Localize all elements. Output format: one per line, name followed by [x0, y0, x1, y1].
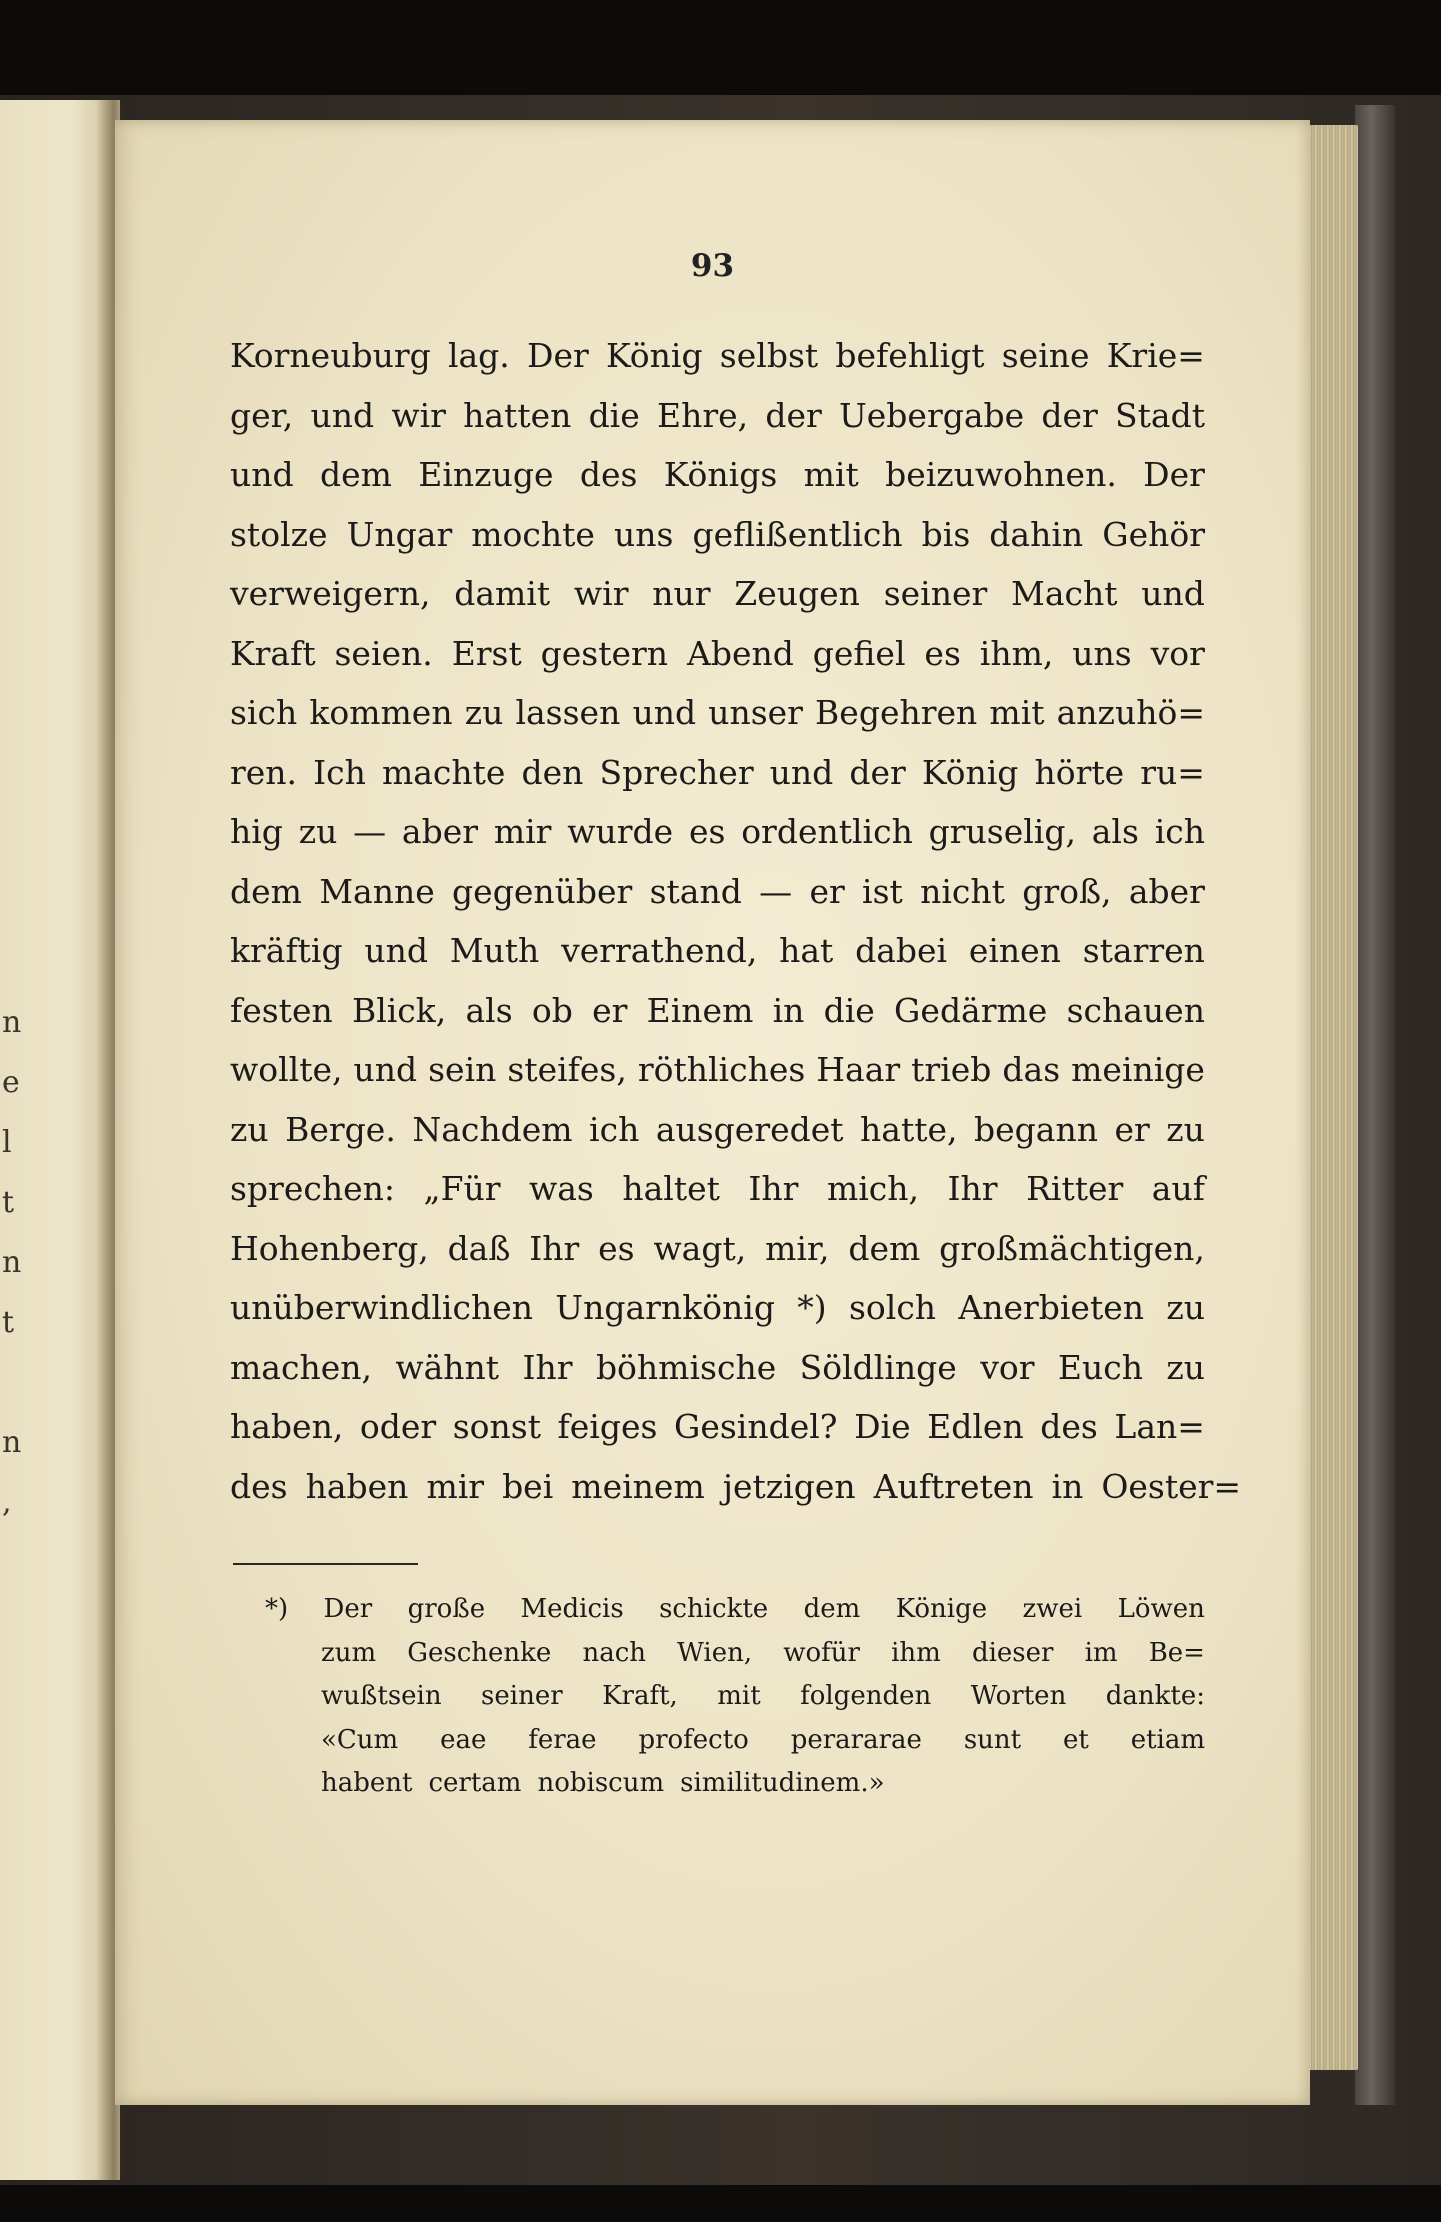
text-line: [230, 921, 1205, 981]
word: —: [759, 871, 793, 911]
word: Euch: [1057, 1347, 1143, 1387]
word: und: [769, 752, 834, 792]
word: die: [823, 990, 875, 1030]
word: ich: [589, 1109, 640, 1149]
word: eae: [440, 1724, 487, 1755]
word: als: [465, 990, 513, 1030]
word: die: [588, 395, 640, 435]
word: mit: [717, 1681, 761, 1711]
word: jetzigen: [722, 1466, 856, 1506]
word: zu: [1166, 1109, 1205, 1149]
text-line: [230, 1457, 1242, 1517]
word: zu: [1166, 1288, 1205, 1327]
word: uns: [1072, 633, 1132, 673]
word: nur: [652, 574, 711, 613]
facing-page-fragment: n: [2, 1005, 22, 1040]
word: Gedärme: [894, 990, 1048, 1030]
word: es: [598, 1228, 635, 1268]
word: wir: [573, 574, 629, 613]
word: Blick,: [351, 990, 447, 1030]
word: verweigern,: [230, 574, 431, 613]
word: Macht: [1011, 574, 1118, 613]
word: hatte,: [860, 1109, 958, 1149]
word: wähnt: [395, 1347, 500, 1387]
word: Nachdem: [412, 1109, 573, 1149]
text-line: [230, 802, 1205, 862]
word: mich,: [826, 1169, 920, 1208]
word: seien.: [334, 633, 433, 673]
word: Edlen: [927, 1407, 1024, 1446]
word: lag.: [447, 336, 510, 375]
word: Der: [527, 336, 589, 375]
text-line: [230, 1397, 1205, 1457]
text-line: [230, 1338, 1205, 1398]
word: seine: [1001, 336, 1090, 375]
word: das: [1002, 1050, 1061, 1089]
word: vor: [980, 1347, 1035, 1387]
word: und: [364, 931, 428, 970]
word: wurde: [567, 812, 674, 851]
word: großmächtigen,: [939, 1228, 1205, 1268]
word: unüberwindlichen: [230, 1288, 533, 1327]
word: ger,: [230, 395, 294, 435]
word: zu: [298, 812, 338, 851]
footnote-line: [265, 1762, 1205, 1806]
word: zu: [230, 1109, 269, 1149]
word: „Für: [423, 1169, 501, 1208]
footnote-line: [265, 1632, 1205, 1676]
word: Königs: [663, 455, 778, 494]
word: sonst: [452, 1407, 541, 1446]
word: des: [579, 455, 638, 494]
word: nach: [582, 1637, 647, 1668]
word: Manne: [319, 871, 435, 911]
word: Be=: [1148, 1637, 1205, 1668]
word: machte: [381, 752, 506, 792]
word: haltet: [622, 1169, 720, 1208]
footnote: [265, 1588, 1205, 1806]
word: folgenden: [800, 1681, 932, 1711]
word: wollte,: [230, 1050, 343, 1089]
word: geflißentlich: [692, 514, 903, 554]
text-line: [230, 981, 1205, 1041]
word: gegenüber: [452, 871, 633, 911]
word: aber: [1128, 871, 1205, 911]
body-text: [230, 326, 1242, 1516]
word: Uebergabe: [838, 395, 1025, 435]
word: und: [632, 693, 697, 732]
footnote-line: [265, 1588, 1205, 1632]
word: oder: [359, 1407, 437, 1446]
word: mir: [426, 1466, 485, 1506]
word: Der: [1143, 455, 1205, 494]
word: in: [1051, 1466, 1084, 1506]
word: verrathend,: [561, 931, 758, 970]
word: als: [1091, 812, 1139, 851]
word: Die: [854, 1407, 911, 1446]
word: Lan=: [1114, 1407, 1205, 1446]
word: daß: [447, 1228, 511, 1268]
facing-page-fragment: e: [2, 1065, 20, 1100]
word: ihm,: [979, 633, 1054, 673]
word: Zeugen: [734, 574, 860, 613]
word: Einem: [646, 990, 754, 1030]
word: es: [688, 812, 726, 851]
word: und: [230, 455, 294, 494]
word: ihm: [891, 1637, 941, 1668]
word: seiner: [883, 574, 988, 613]
word: ist: [862, 871, 903, 911]
word: Krie=: [1106, 336, 1205, 375]
word: Einzuge: [418, 455, 554, 494]
word: steifes,: [507, 1050, 627, 1089]
word: feiges: [557, 1407, 658, 1446]
word: Geschenke: [407, 1637, 552, 1668]
word: profecto: [638, 1724, 749, 1755]
word: auf: [1151, 1169, 1205, 1208]
word: Anerbieten: [958, 1288, 1145, 1327]
page-number: 93: [690, 248, 735, 284]
word: Ihr: [947, 1169, 998, 1208]
word: perararae: [790, 1724, 922, 1755]
word: Gesindel?: [673, 1407, 838, 1446]
word: und: [310, 395, 375, 435]
word: bei: [502, 1466, 554, 1506]
word: haben: [305, 1466, 409, 1506]
text-line: [230, 862, 1205, 922]
word: seiner: [481, 1681, 563, 1711]
text-line: [230, 326, 1205, 386]
word: große: [407, 1594, 486, 1624]
word: Stadt: [1115, 395, 1205, 435]
word: habent: [321, 1768, 413, 1798]
word: damit: [454, 574, 551, 613]
word: hatten: [463, 395, 572, 435]
word: Wien,: [677, 1637, 753, 1668]
facing-page-fragment: l: [2, 1125, 12, 1160]
word: kommen: [309, 693, 453, 732]
text-line: [230, 1040, 1205, 1100]
word: wofür: [783, 1637, 860, 1668]
word: stand: [649, 871, 742, 911]
word: Muth: [449, 931, 540, 970]
word: dankte:: [1105, 1681, 1205, 1711]
text-line: [230, 683, 1205, 743]
word: beizuwohnen.: [885, 455, 1117, 494]
word: «Cum: [321, 1724, 399, 1755]
word: Ritter: [1026, 1169, 1124, 1208]
word: im: [1084, 1637, 1118, 1668]
word: haben,: [230, 1407, 344, 1446]
word: hat: [779, 931, 834, 970]
word: Abend: [686, 633, 794, 673]
word: Ihr: [522, 1347, 573, 1387]
text-line: [230, 1159, 1205, 1219]
text-line: [230, 1278, 1205, 1338]
word: gruselig,: [928, 812, 1076, 851]
facing-page-fragment: n: [2, 1245, 22, 1280]
word: aber: [401, 812, 479, 851]
word: Begehren: [815, 693, 978, 732]
word: trieb: [911, 1050, 992, 1089]
text-line: [230, 743, 1205, 803]
word: und: [1141, 574, 1205, 613]
word: Worten: [970, 1681, 1067, 1711]
word: zu: [1166, 1347, 1205, 1387]
word: ordentlich: [741, 812, 913, 851]
word: bis: [921, 514, 971, 554]
word: schauen: [1066, 990, 1205, 1030]
word: Söldlinge: [799, 1347, 957, 1387]
facing-page-fragment: n: [2, 1425, 22, 1460]
word: anzuhö=: [1056, 693, 1205, 732]
word: dem: [230, 871, 302, 911]
word: hörte: [1034, 752, 1125, 792]
word: es: [924, 633, 961, 673]
facing-page-fragment: t: [2, 1305, 15, 1340]
word: Korneuburg: [230, 336, 431, 375]
facing-page-fragment: ,: [2, 1485, 12, 1520]
word: mit: [989, 693, 1045, 732]
word: röthliches: [637, 1050, 806, 1089]
word: ausgeredet: [655, 1109, 844, 1149]
word: vor: [1150, 633, 1205, 673]
footnote-line: [265, 1719, 1205, 1763]
book-page: [115, 120, 1310, 2105]
word: kräftig: [230, 931, 343, 970]
word: befehligt: [835, 336, 985, 375]
text-line: [230, 386, 1205, 446]
word: zum: [321, 1637, 377, 1668]
word: mir: [493, 812, 552, 851]
word: groß,: [1022, 871, 1112, 911]
word: etiam: [1130, 1724, 1205, 1755]
facing-page-fragment: t: [2, 1185, 15, 1220]
word: —: [353, 812, 387, 851]
word: dabei: [855, 931, 948, 970]
word: sunt: [963, 1724, 1022, 1755]
word: schickte: [659, 1594, 769, 1624]
word: festen: [230, 990, 333, 1030]
word: nobiscum: [537, 1768, 665, 1798]
word: Ungarnkönig: [555, 1288, 775, 1327]
word: einen: [968, 931, 1061, 970]
word: böhmische: [595, 1347, 777, 1387]
cover-board-edge: [1355, 105, 1395, 2105]
word: selbst: [719, 336, 819, 375]
word: *): [265, 1594, 289, 1624]
word: dem: [848, 1228, 921, 1268]
footnote-line: [265, 1675, 1205, 1719]
word: Berge.: [285, 1109, 396, 1149]
word: gefiel: [812, 633, 906, 673]
word: was: [529, 1169, 594, 1208]
word: dahin: [989, 514, 1084, 554]
word: meinem: [571, 1466, 705, 1506]
text-line: [230, 1100, 1205, 1160]
word: *): [797, 1288, 827, 1327]
word: nicht: [920, 871, 1005, 911]
word: Hohenberg,: [230, 1228, 429, 1268]
text-line: [230, 564, 1205, 624]
word: ferae: [528, 1724, 597, 1755]
footnote-rule: [233, 1563, 418, 1565]
word: ru=: [1140, 752, 1205, 792]
word: wußtsein: [321, 1681, 442, 1711]
word: sein: [428, 1050, 497, 1089]
text-line: [230, 505, 1205, 565]
word: Ihr: [529, 1228, 580, 1268]
word: König: [921, 752, 1019, 792]
word: Ungar: [346, 514, 453, 554]
word: Ich: [313, 752, 366, 792]
word: et: [1062, 1724, 1089, 1755]
word: mit: [803, 455, 859, 494]
text-line: [230, 624, 1205, 684]
word: Kraft: [230, 633, 316, 673]
word: wagt,: [653, 1228, 747, 1268]
word: Löwen: [1117, 1594, 1205, 1624]
word: Gehör: [1102, 514, 1205, 554]
word: Sprecher: [599, 752, 754, 792]
word: mochte: [471, 514, 595, 554]
word: Auftreten: [873, 1466, 1034, 1506]
word: er: [809, 871, 845, 911]
word: Ehre,: [656, 395, 749, 435]
word: Erst: [451, 633, 522, 673]
word: Kraft,: [602, 1681, 678, 1711]
word: gestern: [540, 633, 669, 673]
word: hig: [230, 812, 283, 851]
word: den: [521, 752, 584, 792]
word: stolze: [230, 514, 328, 554]
word: in: [772, 990, 805, 1030]
word: unser: [708, 693, 803, 732]
word: ich: [1154, 812, 1205, 851]
word: Der: [323, 1594, 373, 1624]
word: sprechen:: [230, 1169, 395, 1208]
text-line: [230, 1219, 1205, 1279]
word: Könige: [895, 1594, 988, 1624]
word: sich: [230, 693, 298, 732]
text-line: [230, 445, 1205, 505]
word: ob: [531, 990, 573, 1030]
word: König: [606, 336, 703, 375]
word: begann: [974, 1109, 1098, 1149]
word: des: [1040, 1407, 1098, 1446]
word: Ihr: [748, 1169, 799, 1208]
word: der: [1041, 395, 1098, 435]
word: dem: [803, 1594, 861, 1624]
word: wir: [391, 395, 446, 435]
word: ren.: [230, 752, 298, 792]
word: meinige: [1071, 1050, 1205, 1089]
word: zwei: [1022, 1594, 1083, 1624]
word: dieser: [971, 1637, 1054, 1668]
word: machen,: [230, 1347, 372, 1387]
word: Oester=: [1101, 1466, 1242, 1506]
word: mir,: [765, 1228, 830, 1268]
word: certam: [428, 1768, 522, 1798]
word: similitudinem.»: [680, 1768, 885, 1798]
word: zu: [464, 693, 504, 732]
word: starren: [1082, 931, 1205, 970]
word: er: [1114, 1109, 1150, 1149]
word: Medicis: [520, 1594, 624, 1624]
word: der: [765, 395, 822, 435]
word: und: [353, 1050, 418, 1089]
word: der: [849, 752, 906, 792]
word: er: [592, 990, 628, 1030]
word: uns: [613, 514, 674, 554]
word: solch: [848, 1288, 937, 1327]
word: Haar: [816, 1050, 901, 1089]
word: dem: [319, 455, 392, 494]
word: des: [230, 1466, 288, 1506]
word: lassen: [515, 693, 621, 732]
